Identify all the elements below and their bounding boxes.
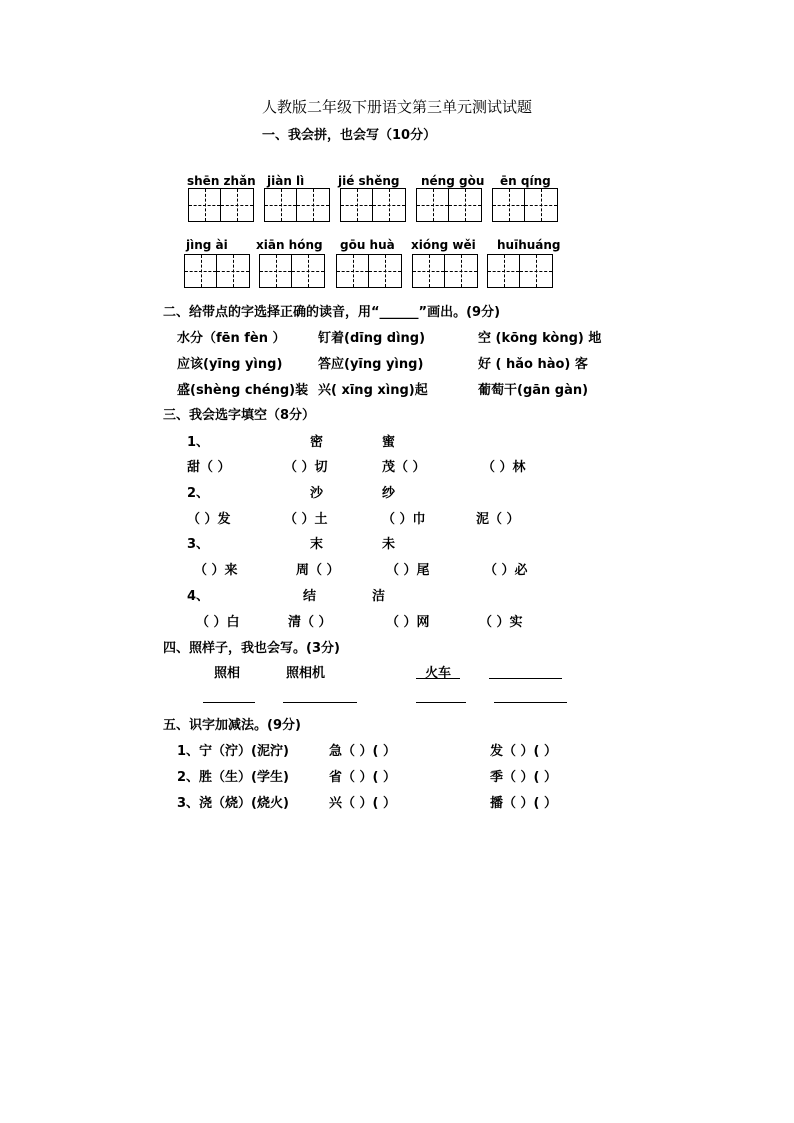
- fill-item[interactable]: （ ）巾: [382, 512, 426, 527]
- reading-item: 葡萄干(gān gàn): [478, 383, 589, 398]
- choice-char: 纱: [382, 486, 396, 501]
- example-item: 3、浇（烧）(烧火): [177, 796, 289, 811]
- group-number: 3、: [187, 537, 210, 552]
- fill-item[interactable]: （ ）林: [482, 460, 526, 475]
- page-title: 人教版二年级下册语文第三单元测试试题: [261, 98, 532, 116]
- example-word: 火车: [425, 666, 452, 681]
- fill-item[interactable]: （ ）尾: [386, 563, 430, 578]
- pinyin-label: néng gòu: [421, 174, 485, 188]
- choice-char: 未: [382, 537, 396, 552]
- section-5-heading: 五、识字加减法。(9分): [163, 718, 301, 733]
- reading-item: 好 ( hǎo hào) 客: [478, 357, 588, 372]
- fill-item[interactable]: 播（ ）( ）: [490, 796, 557, 811]
- writing-box[interactable]: [259, 254, 325, 288]
- underline: [416, 678, 460, 679]
- writing-box[interactable]: [184, 254, 250, 288]
- section-3-heading: 三、我会选字填空（8分）: [163, 408, 316, 423]
- writing-box[interactable]: [412, 254, 478, 288]
- fill-item[interactable]: 茂（ ）: [382, 460, 426, 475]
- fill-item[interactable]: 兴（ ）( ）: [329, 796, 396, 811]
- fill-item[interactable]: 周（ ）: [296, 563, 340, 578]
- example-word: 照相机: [286, 666, 326, 681]
- reading-item: 应该(yīng yìng): [177, 357, 283, 372]
- answer-blank[interactable]: [416, 702, 466, 703]
- answer-blank[interactable]: [494, 702, 567, 703]
- example-item: 1、宁（泞）(泥泞): [177, 744, 289, 759]
- writing-box[interactable]: [492, 188, 558, 222]
- fill-item[interactable]: 甜（ ）: [187, 460, 231, 475]
- writing-box[interactable]: [487, 254, 553, 288]
- reading-item: 答应(yīng yìng): [318, 357, 424, 372]
- choice-char: 洁: [372, 589, 386, 604]
- answer-blank[interactable]: [489, 678, 562, 679]
- fill-item[interactable]: （ ）切: [284, 460, 328, 475]
- pinyin-label: huīhuáng: [497, 238, 561, 252]
- fill-item[interactable]: 发（ ）( ）: [490, 744, 557, 759]
- fill-item[interactable]: 清（ ）: [288, 615, 332, 630]
- pinyin-label: jié shěng: [338, 174, 400, 188]
- fill-item[interactable]: 泥（ ）: [476, 512, 520, 527]
- reading-item: 水分（fēn fèn ）: [177, 331, 286, 346]
- reading-item: 钉着(dīng dìng): [318, 331, 426, 346]
- group-number: 4、: [187, 589, 210, 604]
- answer-blank[interactable]: [283, 702, 357, 703]
- fill-item[interactable]: （ ）网: [386, 615, 430, 630]
- pinyin-label: jiàn lì: [267, 174, 305, 188]
- fill-item[interactable]: （ ）土: [284, 512, 328, 527]
- pinyin-label: jìng ài: [186, 238, 228, 252]
- section-2-heading: 二、给带点的字选择正确的读音，用“______”画出。(9分): [163, 305, 501, 320]
- fill-item[interactable]: 季（ ）( ）: [490, 770, 557, 785]
- pinyin-label: xiān hóng: [256, 238, 323, 252]
- choice-char: 蜜: [382, 435, 396, 450]
- fill-item[interactable]: 省（ ）( ）: [329, 770, 396, 785]
- pinyin-label: gōu huà: [340, 238, 395, 252]
- reading-item: 空 (kōng kòng) 地: [478, 331, 602, 346]
- choice-char: 密: [310, 435, 324, 450]
- section-4-heading: 四、照样子，我也会写。(3分): [163, 641, 340, 656]
- fill-item[interactable]: （ ）白: [196, 615, 240, 630]
- group-number: 1、: [187, 435, 210, 450]
- choice-char: 末: [310, 537, 324, 552]
- writing-box[interactable]: [188, 188, 254, 222]
- group-number: 2、: [187, 486, 210, 501]
- pinyin-label: shēn zhǎn: [187, 174, 256, 188]
- writing-box[interactable]: [416, 188, 482, 222]
- writing-box[interactable]: [340, 188, 406, 222]
- fill-item[interactable]: （ ）必: [484, 563, 528, 578]
- reading-item: 盛(shèng chéng)装: [177, 383, 309, 398]
- fill-item[interactable]: 急（ ）( ）: [329, 744, 396, 759]
- choice-char: 沙: [310, 486, 324, 501]
- fill-item[interactable]: （ ）发: [187, 512, 231, 527]
- choice-char: 结: [303, 589, 317, 604]
- pinyin-label: ēn qíng: [500, 174, 551, 188]
- fill-item[interactable]: （ ）实: [479, 615, 523, 630]
- answer-blank[interactable]: [203, 702, 255, 703]
- pinyin-label: xióng wěi: [411, 238, 476, 252]
- example-word: 照相: [214, 666, 241, 681]
- writing-box[interactable]: [264, 188, 330, 222]
- writing-box[interactable]: [336, 254, 402, 288]
- fill-item[interactable]: （ ）来: [194, 563, 238, 578]
- section-1-heading: 一、我会拼，也会写（10分）: [262, 128, 437, 143]
- example-item: 2、胜（生）(学生): [177, 770, 289, 785]
- reading-item: 兴( xīng xìng)起: [318, 383, 428, 398]
